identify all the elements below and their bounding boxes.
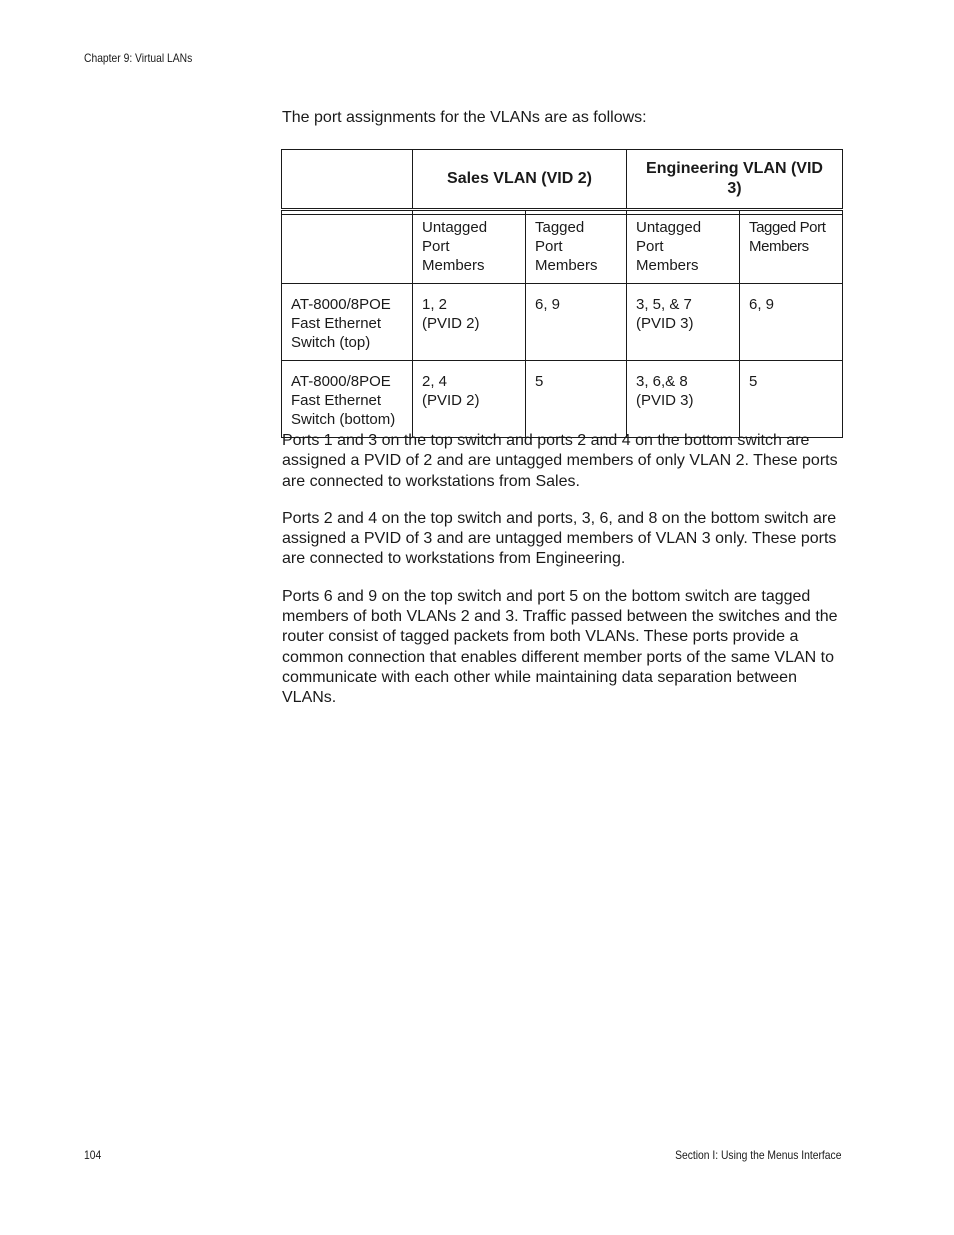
eng-untagged-pvid: (PVID 3): [636, 315, 694, 332]
eng-untagged-ports: 3, 6,& 8: [636, 373, 688, 390]
vlan-port-table: [281, 149, 843, 438]
eng-untagged-cell: [627, 284, 740, 361]
running-header: Chapter 9: Virtual LANs: [84, 51, 193, 65]
sales-untagged-ports: 2, 4: [422, 373, 448, 390]
subheader-eng-tagged: [740, 215, 843, 284]
subheader-eng-untagged-text: Untagged Port Members: [636, 219, 702, 274]
running-footer: Section I: Using the Menus Interface: [674, 1148, 841, 1162]
subheader-blank: [282, 215, 413, 284]
subheader-sales-untagged: [413, 215, 526, 284]
device-cell: AT-8000/8POE Fast Ethernet Switch (bottom): [282, 361, 413, 438]
table-corner-cell: [282, 150, 413, 210]
subheader-eng-tagged-text: Tagged Port Members: [749, 219, 826, 255]
eng-untagged-ports: 3, 5, & 7: [636, 296, 692, 313]
intro-text: The port assignments for the VLANs are as follows:: [282, 109, 647, 126]
engineering-vlan-header: [627, 150, 843, 210]
eng-tagged-cell: 5: [740, 361, 843, 438]
device-cell: AT-8000/8POE Fast Ethernet Switch (top): [282, 284, 413, 361]
eng-tagged-cell: 6, 9: [740, 284, 843, 361]
subheader-sales-tagged-text: Tagged Port Members: [535, 219, 598, 274]
sales-untagged-pvid: (PVID 2): [422, 315, 480, 332]
page-number: 104: [84, 1148, 102, 1162]
paragraph: Ports 6 and 9 on the top switch and port 5 on the bottom switch are tagged members of both VLANs 2 and 3. Traffic passed between the switches and the router consist of tagged packets from both VLANs. These ports provide a common connection that enables different member ports of the same VLAN to communicate with each other while maintaining data separation between VLANs.: [282, 587, 838, 707]
subheader-eng-untagged: [627, 215, 740, 284]
table-subheader-row: [282, 215, 843, 284]
paragraph: Ports 1 and 3 on the top switch and ports 2 and 4 on the bottom switch are assigned a PVID of 2 and are untagged members of only VLAN 2. These ports are connected to workstations from Sales.: [282, 432, 838, 490]
subheader-sales-untagged-text: Untagged Port Members: [422, 219, 488, 274]
subheader-sales-tagged: [526, 215, 627, 284]
sales-untagged-ports: 1, 2: [422, 296, 448, 313]
table-row: [282, 284, 843, 361]
sales-vlan-header: Sales VLAN (VID 2): [413, 150, 627, 210]
eng-untagged-cell: [627, 361, 740, 438]
table-group-header-row: [282, 150, 843, 210]
sales-untagged-pvid: (PVID 2): [422, 392, 480, 409]
sales-untagged-cell: [413, 284, 526, 361]
sales-tagged-cell: 6, 9: [526, 284, 627, 361]
paragraph: Ports 2 and 4 on the top switch and ports, 3, 6, and 8 on the bottom switch are assigned a PVID of 3 and are untagged members of VLAN 3 only. These ports are connected to workstations from Engineering.: [282, 509, 837, 568]
table-row: [282, 361, 843, 438]
sales-untagged-cell: [413, 361, 526, 438]
sales-tagged-cell: 5: [526, 361, 627, 438]
eng-untagged-pvid: (PVID 3): [636, 392, 694, 409]
body-text: [282, 431, 842, 726]
engineering-vlan-header-text: Engineering VLAN (VID 3): [646, 160, 823, 197]
